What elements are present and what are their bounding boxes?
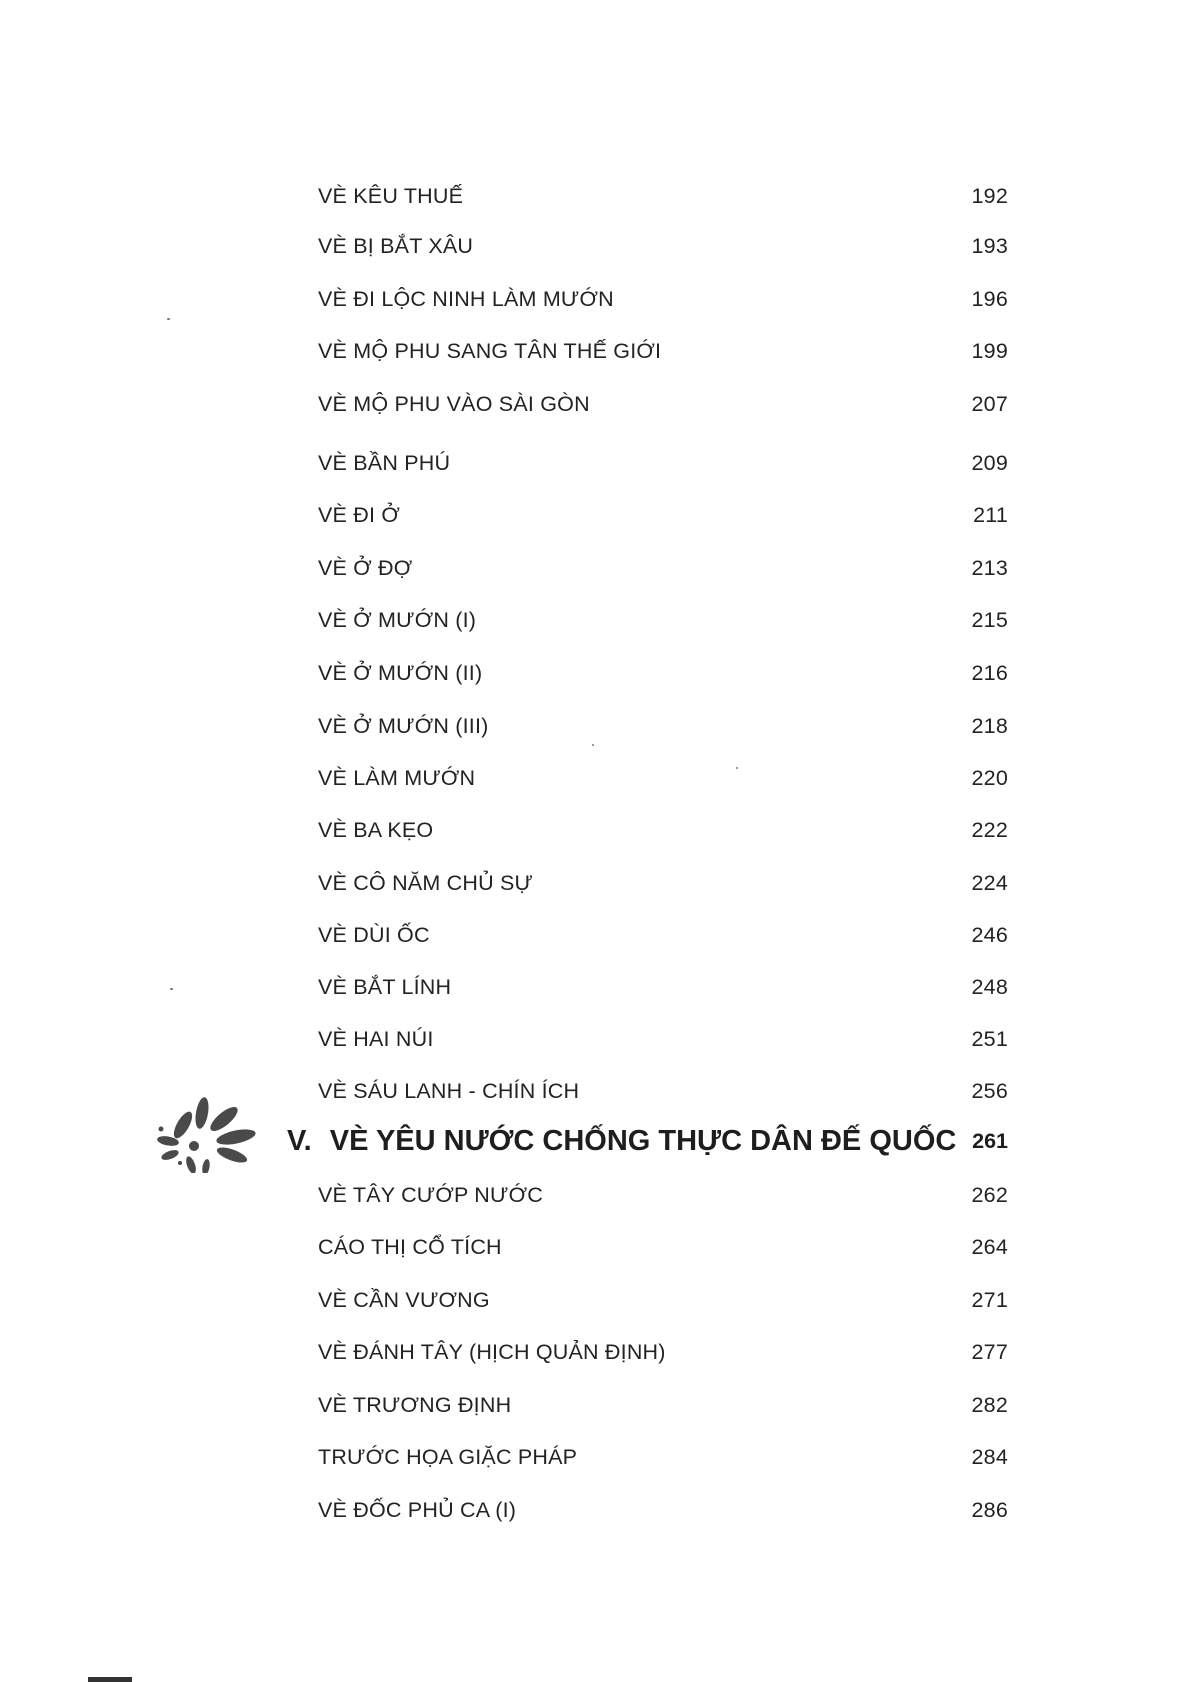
- scan-speck: [170, 988, 173, 990]
- toc-entry-page: 286: [971, 1497, 1008, 1522]
- toc-entry: [318, 1388, 1008, 1422]
- toc-entry: [318, 761, 1008, 795]
- toc-entry-page: 199: [971, 338, 1008, 363]
- toc-entry-page: 248: [971, 974, 1008, 999]
- toc-entry-page: 211: [973, 502, 1008, 527]
- toc-entry-title: TRƯỚC HỌA GIẶC PHÁP: [318, 1444, 578, 1469]
- toc-entry-title: VÈ LÀM MƯỚN: [318, 765, 476, 790]
- toc-entry-page: 218: [971, 713, 1008, 738]
- toc-entry-page: 215: [971, 607, 1008, 632]
- section-page: 261: [972, 1128, 1008, 1153]
- toc-entry: [318, 1440, 1008, 1474]
- toc-entry: [318, 603, 1008, 637]
- toc-entry-page: 196: [971, 286, 1008, 311]
- leaf-ornament-icon: [150, 1093, 265, 1173]
- toc-entry: [318, 1335, 1008, 1369]
- toc-entry-title: VÈ BỊ BẮT XÂU: [318, 233, 474, 258]
- scan-speck: [592, 744, 594, 746]
- toc-entry-title: VÈ Ở MƯỚN (I): [318, 607, 477, 632]
- toc-entry-page: 251: [971, 1026, 1008, 1051]
- toc-entry-title: VÈ ĐI Ở: [318, 502, 400, 527]
- toc-entry-title: VÈ Ở ĐỢ: [318, 555, 413, 580]
- toc-entry-page: 271: [971, 1287, 1008, 1312]
- toc-entry: [318, 656, 1008, 690]
- toc-entry-title: VÈ MỘ PHU SANG TÂN THẾ GIỚI: [318, 338, 662, 363]
- toc-entry-page: 192: [971, 183, 1008, 208]
- scan-edge-mark: [88, 1677, 132, 1682]
- toc-entry-title: CÁO THỊ CỔ TÍCH: [318, 1234, 502, 1259]
- toc-entry-title: VÈ TÂY CƯỚP NƯỚC: [318, 1182, 543, 1207]
- toc-entry-page: 264: [971, 1234, 1008, 1259]
- toc-entry-title: VÈ TRƯƠNG ĐỊNH: [318, 1392, 512, 1417]
- toc-entry-title: VÈ ĐỐC PHỦ CA (I): [318, 1497, 517, 1522]
- toc-entry: [318, 387, 1008, 421]
- toc-entry-title: VÈ HAI NÚI: [318, 1026, 434, 1051]
- toc-entry-title: VÈ Ở MƯỚN (II): [318, 660, 483, 685]
- section-title: VÈ YÊU NƯỚC CHỐNG THỰC DÂN ĐẾ QUỐC: [329, 1124, 957, 1157]
- toc-entry-page: 224: [971, 870, 1008, 895]
- toc-entry-page: 220: [971, 765, 1008, 790]
- toc-entry-title: VÈ MỘ PHU VÀO SÀI GÒN: [318, 391, 590, 416]
- toc-entry-title: VÈ CẦN VƯƠNG: [318, 1287, 490, 1312]
- toc-entry-page: 216: [971, 660, 1008, 685]
- toc-entry: [318, 1283, 1008, 1317]
- toc-entry-title: VÈ BẮT LÍNH: [318, 974, 452, 999]
- toc-entry: [318, 1230, 1008, 1264]
- toc-entry-page: 277: [971, 1339, 1008, 1364]
- toc-entry: [318, 918, 1008, 952]
- toc-entry-title: VÈ ĐI LỘC NINH LÀM MƯỚN: [318, 286, 614, 311]
- toc-entry: [318, 970, 1008, 1004]
- toc-entry: [318, 282, 1008, 316]
- toc-section-heading: [287, 1119, 1008, 1163]
- toc-entry-title: VÈ Ở MƯỚN (III): [318, 713, 489, 738]
- toc-entry: [318, 1493, 1008, 1527]
- toc-entry-page: 262: [971, 1182, 1008, 1207]
- toc-entry-title: VÈ BẦN PHÚ: [318, 450, 451, 475]
- toc-entry-page: 213: [971, 555, 1008, 580]
- toc-entry-title: VÈ BA KẸO: [318, 817, 434, 842]
- toc-entry-page: 282: [971, 1392, 1008, 1417]
- toc-entry-page: 209: [971, 450, 1008, 475]
- toc-entry-page: 222: [971, 817, 1008, 842]
- toc-entry: [318, 498, 1008, 532]
- toc-entry: [318, 866, 1008, 900]
- toc-entry-page: 207: [971, 391, 1008, 416]
- toc-entry: [318, 551, 1008, 585]
- toc-entry: [318, 229, 1008, 263]
- toc-entry: [318, 1074, 1008, 1108]
- toc-entry-title: VÈ KÊU THUẾ: [318, 183, 464, 208]
- toc-entry: [318, 334, 1008, 368]
- toc-entry-title: VÈ DÙI ỐC: [318, 922, 430, 947]
- toc-entry: [318, 179, 1008, 213]
- toc-entry-page: 193: [971, 233, 1008, 258]
- toc-entry-page: 256: [971, 1078, 1008, 1103]
- toc-entry-title: VÈ ĐÁNH TÂY (HỊCH QUẢN ĐỊNH): [318, 1339, 666, 1364]
- toc-entry: [318, 813, 1008, 847]
- toc-entry: [318, 446, 1008, 480]
- toc-entry-page: 284: [971, 1444, 1008, 1469]
- toc-entry-page: 246: [971, 922, 1008, 947]
- scan-speck: [736, 767, 738, 769]
- section-number: V.: [287, 1124, 312, 1157]
- toc-entry: [318, 1178, 1008, 1212]
- scan-speck: [167, 318, 170, 320]
- toc-entry-title: VÈ CÔ NĂM CHỦ SỰ: [318, 870, 534, 895]
- toc-entry: [318, 709, 1008, 743]
- toc-entry-title: VÈ SÁU LANH - CHÍN ÍCH: [318, 1078, 580, 1103]
- toc-entry: [318, 1022, 1008, 1056]
